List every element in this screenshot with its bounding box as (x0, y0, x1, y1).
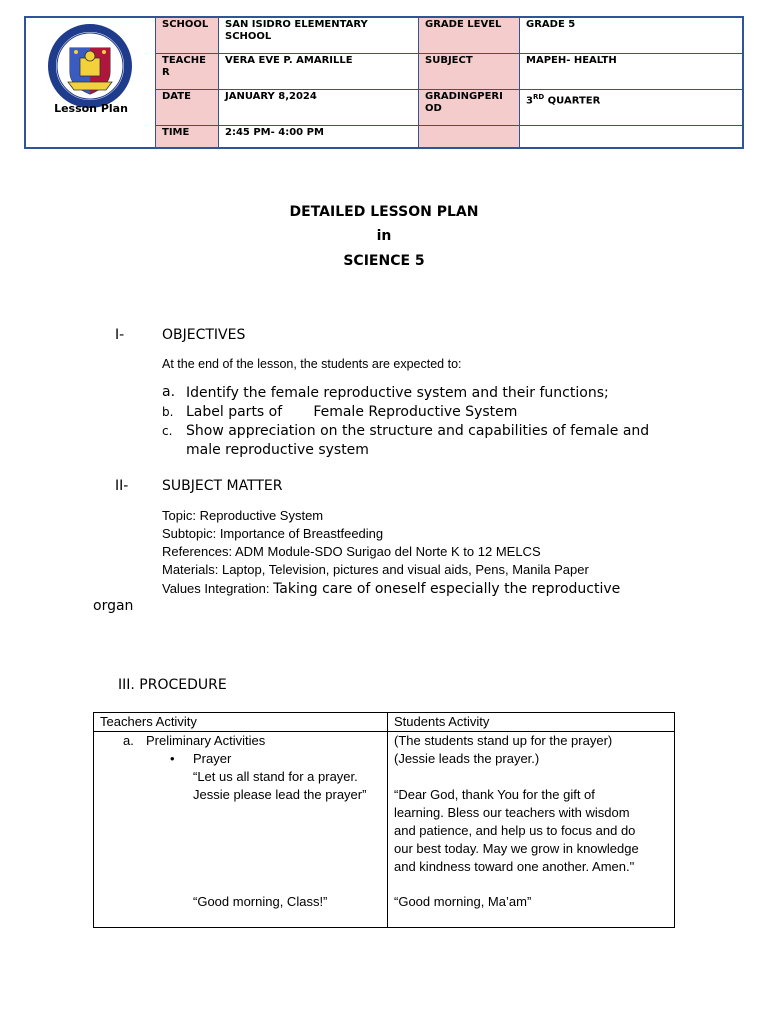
objective-a-text: Identify the female reproductive system and their functions; (186, 385, 609, 401)
teacher-prayer-line1: “Let us all stand for a prayer. (193, 769, 358, 784)
title-subject: SCIENCE 5 (343, 253, 425, 269)
time-label: TIME (156, 126, 219, 147)
subject-label: SUBJECT (419, 54, 520, 90)
preliminary-activities: Preliminary Activities (146, 733, 266, 748)
bullet-icon: • (170, 751, 175, 766)
materials-line: Materials: Laptop, Television, pictures and visual aids, Pens, Manila Paper (162, 562, 589, 577)
topic-line: Topic: Reproductive System (162, 508, 324, 523)
procedure-table (93, 712, 675, 928)
objectives-intro: At the end of the lesson, the students are expected to: (162, 357, 462, 371)
student-prayer-line: learning. Bless our teachers with wisdom (394, 805, 630, 820)
objective-a-letter: a. (162, 384, 176, 400)
prayer-item: Prayer (193, 751, 232, 766)
empty-label (419, 126, 520, 147)
objective-c-text: Show appreciation on the structure and capabilities of female and male reproductive system (186, 423, 650, 458)
deped-seal-icon (40, 24, 140, 112)
empty-value (520, 126, 744, 147)
column-divider (387, 713, 388, 927)
logo-cell (26, 18, 156, 147)
school-label: SCHOOL (156, 18, 219, 54)
subtopic-line: Subtopic: Importance of Breastfeeding (162, 526, 384, 541)
date-value: JANUARY 8,2024 (219, 90, 419, 126)
grade-level-value: GRADE 5 (520, 18, 744, 54)
subject-value: MAPEH- HEALTH (520, 54, 744, 90)
time-value: 2:45 PM- 4:00 PM (219, 126, 419, 147)
student-prayer-line: “Dear God, thank You for the gift of (394, 787, 595, 802)
teacher-value: VERA EVE P. AMARILLE (219, 54, 419, 90)
teacher-prayer-line2: Jessie please lead the prayer” (193, 787, 367, 802)
objectives-number: I- (115, 327, 125, 343)
student-prayer-line: and patience, and help us to focus and do (394, 823, 636, 838)
values-integration-continued: organ (93, 598, 134, 614)
title-in: in (376, 228, 392, 244)
date-label: DATE (156, 90, 219, 126)
prelim-letter: a. (123, 733, 134, 748)
school-header-table (24, 16, 744, 149)
objective-b-text: Label parts of Female Reproductive System (186, 404, 518, 420)
procedure-heading: III. PROCEDURE (118, 677, 227, 693)
objectives-heading: OBJECTIVES (162, 327, 246, 343)
students-activity-header: Students Activity (394, 714, 490, 729)
grading-period-label: GRADINGPERI OD (419, 90, 520, 126)
grading-period-value: 3RD QUARTER (520, 90, 744, 126)
objective-c-letter: c. (162, 424, 173, 438)
references-line: References: ADM Module-SDO Surigao del Norte K to 12 MELCS (162, 544, 541, 559)
student-prayer-line: and kindness toward one another. Amen." (394, 859, 635, 874)
document-title: DETAILED LESSON PLAN (289, 204, 479, 220)
teacher-label: TEACHE R (156, 54, 219, 90)
lesson-plan-label: Lesson Plan (54, 102, 128, 115)
teacher-greeting: “Good morning, Class!” (193, 894, 328, 909)
objective-b-letter: b. (162, 405, 174, 419)
school-value: SAN ISIDRO ELEMENTARY SCHOOL (219, 18, 419, 54)
values-integration-line: Values Integration: Taking care of oneself especially the reproductive (162, 581, 621, 597)
student-prayer-line: our best today. May we grow in knowledge (394, 841, 639, 856)
student-line1: (The students stand up for the prayer) (394, 733, 613, 748)
teachers-activity-header: Teachers Activity (100, 714, 197, 729)
student-greeting: “Good morning, Ma’am” (394, 894, 532, 909)
student-line2: (Jessie leads the prayer.) (394, 751, 540, 766)
subject-matter-heading: SUBJECT MATTER (162, 478, 283, 494)
grade-level-label: GRADE LEVEL (419, 18, 520, 54)
subject-matter-number: II- (115, 478, 129, 494)
